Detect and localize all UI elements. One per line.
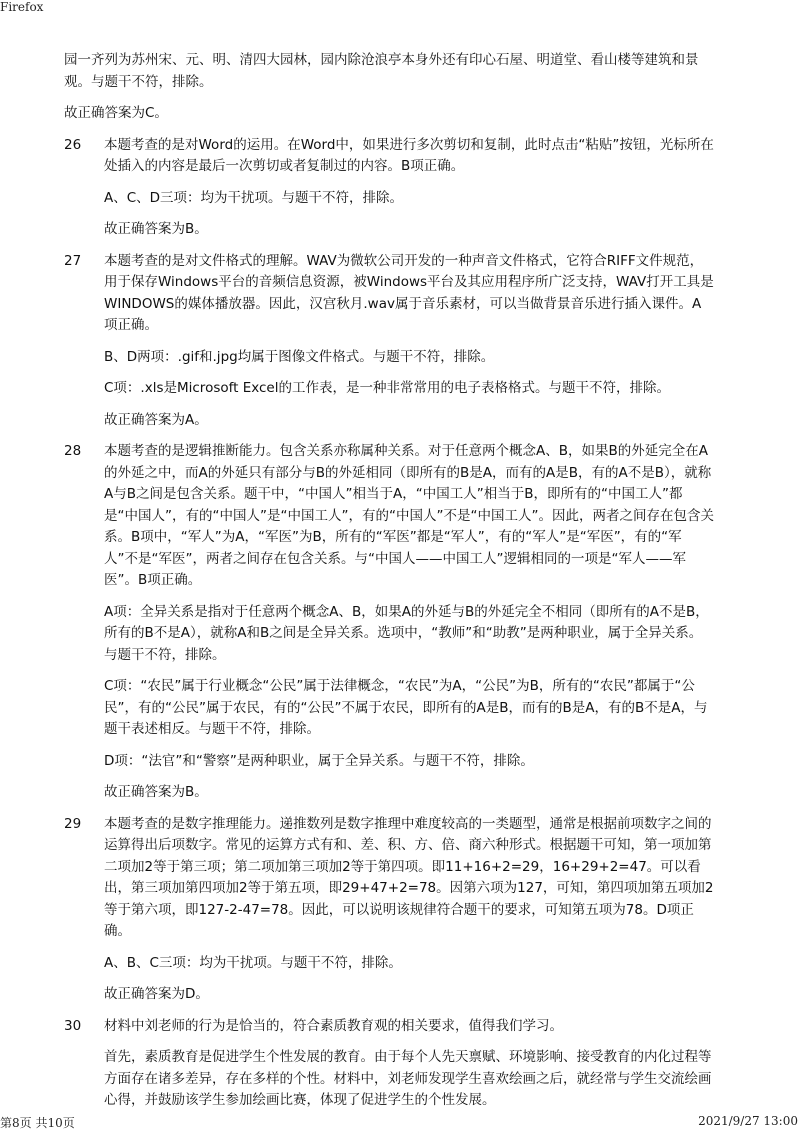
sub-paragraph: A、C、D三项：均为干扰项。与题干不符，排除。 — [104, 189, 404, 206]
intro-answer: 故正确答案为C。 — [64, 105, 168, 121]
sub-paragraph: C项：“农民”属于行业概念“公民”属于法律概念，“农民”为A，“公民”为B，所有的“农民”都属于“公民”，有的“公民”属于农民，有的“公民”不属于农民，即所有的A是B，而有的B是A，有的B不是A，与题干表述相反。与题干不符，排除。 — [104, 678, 708, 737]
page-indicator: 第8页 共10页 — [0, 1116, 75, 1130]
question-explanation: 本题考查的是逻辑推断能力。包含关系亦称属种关系。对于任意两个概念A、B，如果B的外延完全在A的外延之中，而A的外延只有部分与B的外延相同（即所有的B是A，而有的A是B，有的A不是B），就称A与B之间是包含关系。题干中，“中国人”相当于A，“中国工人”相当于B，即所有的“中国工人”都是“中国人”，有的“中国人”是“中国工人”，有的“中国人”不是“中国工人”。因此，两者之间存在包含关系。B项中，“军人”为A，“军医”为B，所有的“军医”都是“军人”，有的“军人”是“军医”，有的“军人”不是“军医”，两者之间存在包含关系。与“中国人——中国工人”逻辑相同的一项是“军人——军医”。B项正确。 — [104, 443, 714, 588]
answer-line: 故正确答案为D。 — [104, 986, 209, 1002]
question-number: 30 — [64, 1017, 82, 1034]
intro-paragraph: 园一齐列为苏州宋、元、明、清四大园林，园内除沧浪亭本身外还有印心石屋、明道堂、看山楼等建筑和景观。与题干不符，排除。 — [64, 52, 699, 90]
question-28 — [64, 441, 714, 592]
question-explanation: 本题考查的是数字推理能力。递推数列是数字推理中难度较高的一类题型，通常是根据前项数字之间的运算得出后项数字。常见的运算方式有和、差、积、方、倍、商六种形式。根据题干可知，第一项加第二项加2等于第三项；第二项加第三项加2等于第四项。即11+16+2=29，16+29+2=47。可以看出，第三项加第四项加2等于第五项，即29+47+2=78。因第六项为127，可知，第四项加第五项加2等于第六项，即127-2-47=78。因此，可以说明该规律符合题干的要求，可知第五项为78。D项正确。 — [104, 815, 714, 939]
question-explanation: 本题考查的是对文件格式的理解。WAV为微软公司开发的一种声音文件格式，它符合RIFF文件规范，用于保存Windows平台的音频信息资源，被Windows平台及其应用程序所广泛支持，WAV打开工具是WINDOWS的媒体播放器。因此，汉宫秋月.wav属于音乐素材，可以当做背景音乐进行插入课件。A项正确。 — [104, 252, 714, 333]
sub-paragraph: A项：全异关系是指对于任意两个概念A、B，如果A的外延与B的外延完全不相同（即所有的A不是B，所有的B不是A），就称A和B之间是全异关系。选项中，“教师”和“助教”是两种职业，属于全异关系。与题干不符，排除。 — [104, 603, 709, 663]
question-explanation: 材料中刘老师的行为是恰当的，符合素质教育观的相关要求，值得我们学习。 — [104, 1017, 563, 1034]
sub-paragraph: B、D两项：.gif和.jpg均属于图像文件格式。与题干不符，排除。 — [104, 348, 495, 365]
question-number: 27 — [64, 252, 82, 269]
question-explanation: 本题考查的是对Word的运用。在Word中，如果进行多次剪切和复制，此时点击“粘贴”按钮，光标所在处插入的内容是最后一次剪切或者复制过的内容。B项正确。 — [104, 136, 714, 174]
print-datetime: 2021/9/27 13:00 — [698, 1114, 798, 1128]
question-26 — [64, 135, 714, 178]
sub-paragraph: A、B、C三项：均为干扰项。与题干不符，排除。 — [104, 954, 402, 971]
question-number: 28 — [64, 443, 82, 459]
answer-line: 故正确答案为A。 — [104, 411, 208, 428]
question-27 — [64, 251, 714, 337]
answer-content — [64, 50, 714, 1122]
question-number: 26 — [64, 136, 82, 153]
question-30 — [64, 1016, 714, 1038]
browser-title: Firefox — [0, 0, 44, 14]
question-number: 29 — [64, 815, 82, 832]
sub-paragraph: D项：“法官”和“警察”是两种职业，属于全异关系。与题干不符，排除。 — [104, 752, 534, 769]
question-29 — [64, 814, 714, 943]
answer-line: 故正确答案为B。 — [104, 221, 208, 237]
answer-line: 故正确答案为B。 — [104, 784, 208, 800]
sub-paragraph: 首先，素质教育是促进学生个性发展的教育。由于每个人先天禀赋、环境影响、接受教育的内化过程等方面存在诸多差异，存在多样的个性。材料中，刘老师发现学生喜欢绘画之后，就经常与学生交流绘画心得，并鼓励该学生参加绘画比赛，体现了促进学生的个性发展。 — [104, 1049, 712, 1108]
sub-paragraph: C项：.xls是Microsoft Excel的工作表，是一种非常常用的电子表格格式。与题干不符，排除。 — [104, 380, 670, 396]
